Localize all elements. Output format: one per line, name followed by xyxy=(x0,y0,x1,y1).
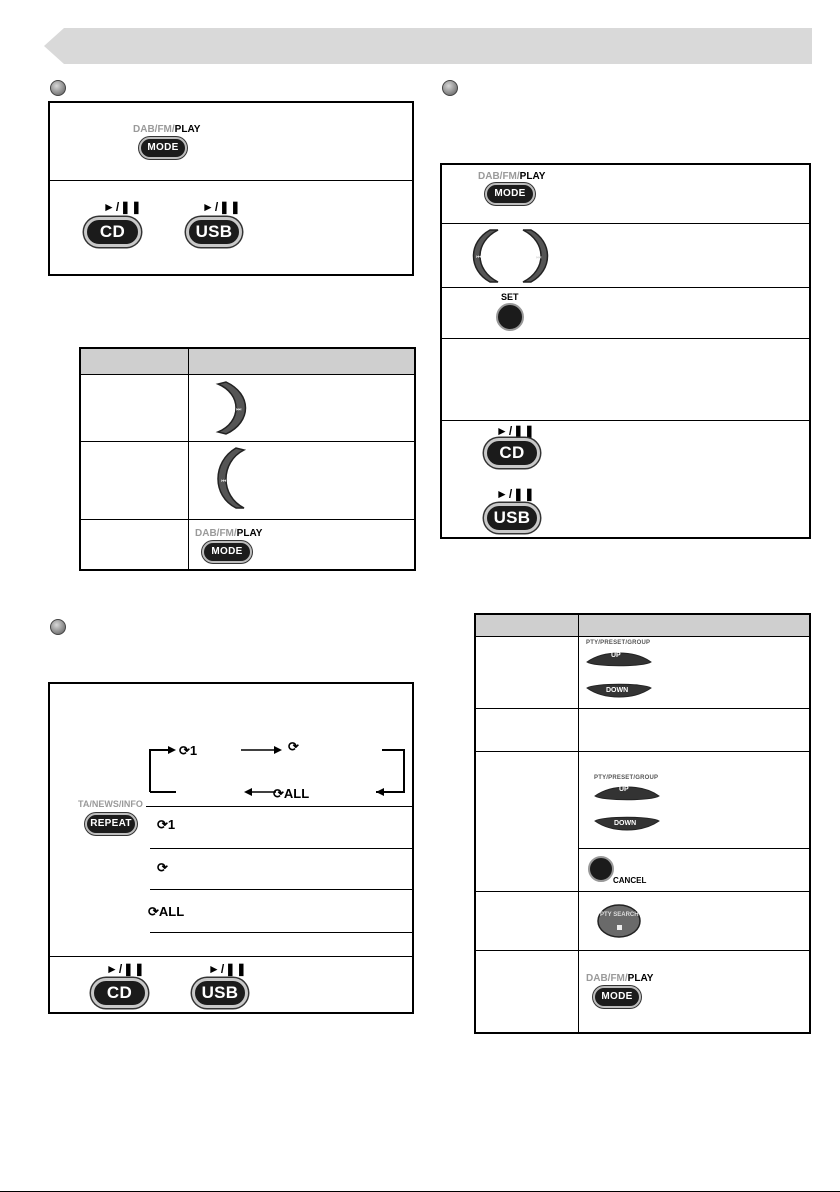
ta-news-info-label: TA/NEWS/INFO xyxy=(78,799,143,809)
skip-forward-icon[interactable] xyxy=(212,380,252,436)
table-col-divider xyxy=(188,349,189,569)
usb-button[interactable]: USB xyxy=(484,503,540,533)
play-pause-label: ►/❚❚ xyxy=(103,200,143,214)
repeat-icon: ⟳ xyxy=(157,860,168,875)
table-col-divider xyxy=(578,615,579,1032)
cancel-label: CANCEL xyxy=(613,876,647,885)
divider xyxy=(440,223,811,224)
table-row-divider xyxy=(476,891,809,892)
repeat-icon: ⟳ xyxy=(288,739,299,754)
svg-text:⏭: ⏭ xyxy=(236,406,242,413)
cd-button[interactable]: CD xyxy=(484,438,540,468)
usb-button[interactable]: USB xyxy=(186,217,242,247)
divider xyxy=(440,338,811,339)
mode-button[interactable]: MODE xyxy=(485,183,535,205)
dab-fm-play-label: DAB/FM/PLAY xyxy=(133,124,201,135)
table-header xyxy=(81,349,414,375)
svg-text:⏭: ⏭ xyxy=(536,254,542,261)
up-label: UP xyxy=(611,652,621,659)
section-bullet-3 xyxy=(50,619,66,635)
pty-preset-group-label: PTY/PRESET/GROUP xyxy=(586,640,651,646)
page-header-band xyxy=(44,28,812,64)
skip-back-icon[interactable] xyxy=(470,228,504,284)
repeat-leader-line xyxy=(146,806,414,807)
dab-fm-play-label: DAB/FM/PLAY xyxy=(586,973,654,984)
repeat-one-icon: ⟳1 xyxy=(179,743,198,758)
down-label: DOWN xyxy=(614,820,637,827)
pty-search-label: PTY SEARCH xyxy=(600,912,639,918)
svg-text:⏮: ⏮ xyxy=(476,254,482,261)
play-pause-label: ►/❚❚ xyxy=(106,962,146,976)
play-pause-label: ►/❚❚ xyxy=(496,424,536,438)
divider xyxy=(48,956,414,957)
section-bullet-1 xyxy=(50,80,66,96)
pty-preset-group-label: PTY/PRESET/GROUP xyxy=(594,775,659,781)
play-pause-label: ►/❚❚ xyxy=(208,962,248,976)
down-label: DOWN xyxy=(606,687,629,694)
play-pause-label: ►/❚❚ xyxy=(496,487,536,501)
divider xyxy=(48,180,414,181)
pty-search-button[interactable] xyxy=(596,903,642,939)
section-bullet-2 xyxy=(442,80,458,96)
cd-button[interactable]: CD xyxy=(84,217,141,247)
table-header xyxy=(476,615,809,637)
table-row-divider xyxy=(476,751,809,752)
repeat-one-icon: ⟳1 xyxy=(157,817,176,832)
dab-fm-play-label: DAB/FM/PLAY xyxy=(195,528,263,539)
mode-button[interactable]: MODE xyxy=(202,541,252,563)
repeat-all-icon: ⟳ALL xyxy=(273,786,310,801)
repeat-button[interactable]: REPEAT xyxy=(85,813,137,835)
mode-button[interactable]: MODE xyxy=(139,137,187,159)
set-button[interactable] xyxy=(496,303,524,331)
table-row-divider xyxy=(81,441,414,442)
skip-forward-icon[interactable] xyxy=(517,228,551,284)
up-label: UP xyxy=(619,786,629,793)
dab-steps-box xyxy=(440,163,811,539)
divider xyxy=(150,932,414,933)
usb-button[interactable]: USB xyxy=(192,978,248,1008)
skip-back-icon[interactable] xyxy=(214,446,254,512)
svg-text:⏮: ⏮ xyxy=(221,478,227,485)
cd-button[interactable]: CD xyxy=(91,978,148,1008)
table-row-divider xyxy=(81,519,414,520)
cancel-button[interactable] xyxy=(588,856,614,882)
mode-source-box xyxy=(48,101,414,276)
divider xyxy=(440,287,811,288)
dab-fm-play-label: DAB/FM/PLAY xyxy=(478,171,546,182)
table-row-divider xyxy=(578,848,809,849)
play-pause-label: ►/❚❚ xyxy=(202,200,242,214)
table-row-divider xyxy=(476,950,809,951)
divider xyxy=(440,420,811,421)
divider xyxy=(150,889,414,890)
divider xyxy=(150,848,414,849)
mode-button[interactable]: MODE xyxy=(593,986,641,1008)
set-label: SET xyxy=(501,292,519,302)
repeat-all-icon: ⟳ALL xyxy=(148,904,185,919)
table-row-divider xyxy=(476,708,809,709)
